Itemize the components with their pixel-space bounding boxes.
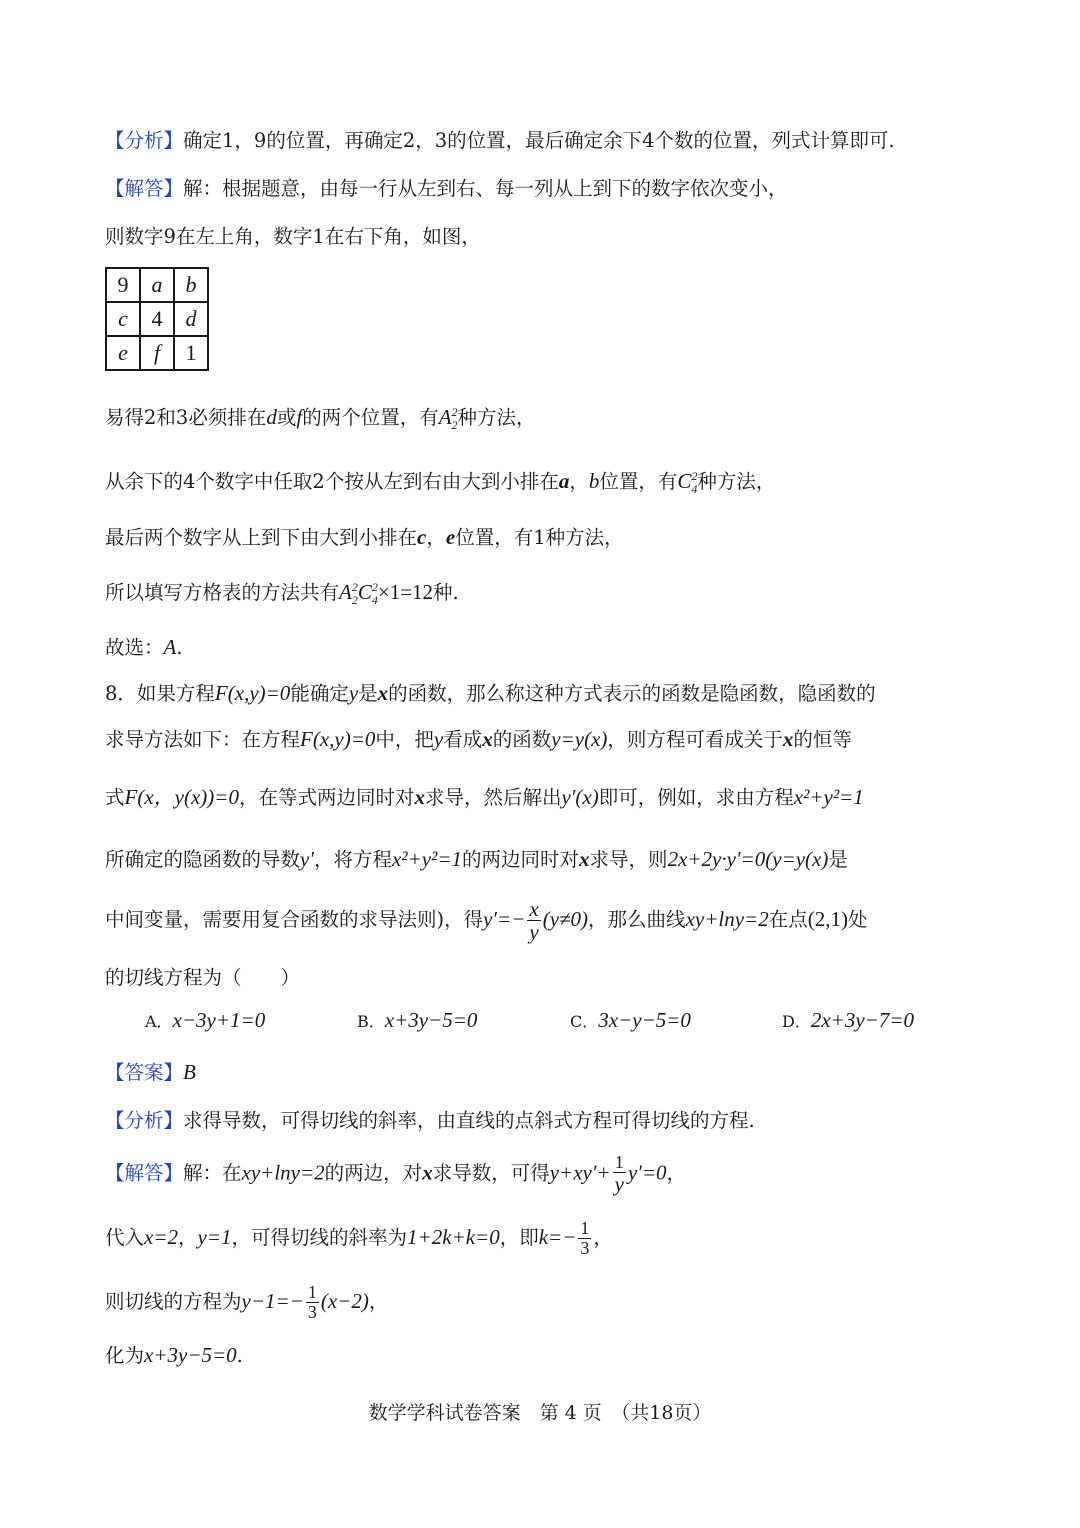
question-line: 所确定的隐函数的导数y′，将方程x²+y²=1的两边同时对x求导，则2x+2y·y′=0(y=y(x)是 [105,847,848,871]
question-line: 8．如果方程F(x,y)=0能确定y是x的函数，那么称这种方式表示的函数是隐函数，隐函数的 [105,681,876,705]
fraction: $\frac{1}{y}$ [614,1152,624,1196]
solution-line: 化为x+3y−5=0. [105,1343,243,1367]
grid-cell: c [106,302,140,336]
question-line: 求导方法如下：在方程F(x,y)=0中，把y看成x的函数y=y(x)，则方程可看成关于x的恒等 [105,727,852,751]
page-footer: 数学学科试卷答案 第 4 页 （共18页） [368,1402,712,1424]
grid-cell: 1 [174,336,208,370]
analysis-line [105,1105,980,1133]
solution-text: 解：根据题意，由每一行从左到右、每一列从上到下的数字依次变小， [183,177,788,200]
option-d: D．2x+3y−7=0 [782,1008,914,1032]
analysis-line [105,125,980,153]
solution-tag: 【解答】 [105,177,184,200]
option-a: A．x−3y+1=0 [145,1008,266,1032]
perm-a22: $A^2_2$ [438,405,458,433]
comb-c42: $C^2_4$ [677,469,698,497]
text-line: 所以填写方格表的方法共有$A^2_2C^2_4\times 1=12$种. [105,580,459,608]
question-line: 式F(x，y(x))=0，在等式两边同时对x求导，然后解出y′(x)即可，例如，求由方程x²+y²=1 [105,785,864,809]
fraction: $\frac{x}{y}$ [529,897,539,945]
answer-line [105,1057,980,1085]
text-line: 易得2和3必须排在d或f的两个位置，有$A^2_2$种方法， [105,405,536,433]
question-line: 的切线方程为（ ） [105,966,301,989]
text-line: 从余下的4个数字中任取2个按从左到右由大到小排在a，b位置，有$C^2_4$种方法， [105,469,776,497]
grid-cell: f [140,336,174,370]
answer-value: B [183,1060,196,1084]
grid-cell: a [140,268,174,302]
grid-cell: d [174,302,208,336]
grid-cell: 9 [106,268,140,302]
fraction: $\frac{1}{3}$ [580,1218,590,1258]
text-line: 则数字9在左上角，数字1在右下角，如图， [105,225,481,248]
fraction: $\frac{1}{3}$ [307,1282,317,1322]
analysis-tag: 【分析】 [105,1109,184,1132]
option-c: C．3x−y−5=0 [570,1008,691,1032]
analysis-tag: 【分析】 [105,129,184,152]
grid-cell: b [174,268,208,302]
analysis-text: 求得导数，可得切线的斜率，由直线的点斜式方程可得切线的方程. [183,1109,755,1132]
perm-comb: $A^2_2C^2_4$ [339,580,378,608]
question-line: 中间变量，需要用复合函数的求导法则)，得y′=− $\frac{x}{y}$ (y≠0)，那么曲线xy+lny=2在点(2,1)处 [105,897,868,945]
grid-cell: e [106,336,140,370]
solution-tag: 【解答】 [105,1161,184,1185]
solution-line: 【解答】解：在xy+lny=2的两边，对x求导数，可得y+xy′+ $\frac{1}{y}$ y′=0， [105,1152,687,1196]
answer-tag: 【答案】 [105,1061,184,1084]
text-line: 最后两个数字从上到下由大到小排在c，e位置，有1种方法， [105,525,624,549]
solution-line: 代入x=2，y=1，可得切线的斜率为1+2k+k=0，即k=− $\frac{1}{3}$ ， [105,1218,613,1258]
choice-line: 故选：A. [105,635,183,659]
solution-line [105,173,980,201]
solution-line: 则切线的方程为y−1=− $\frac{1}{3}$ (x−2)， [105,1282,389,1322]
analysis-text: 确定1，9的位置，再确定2，3的位置，最后确定余下4个数的位置，列式计算即可. [183,129,895,152]
option-b: B．x+3y−5=0 [357,1008,478,1032]
grid-cell: 4 [140,302,174,336]
number-grid [105,267,209,371]
